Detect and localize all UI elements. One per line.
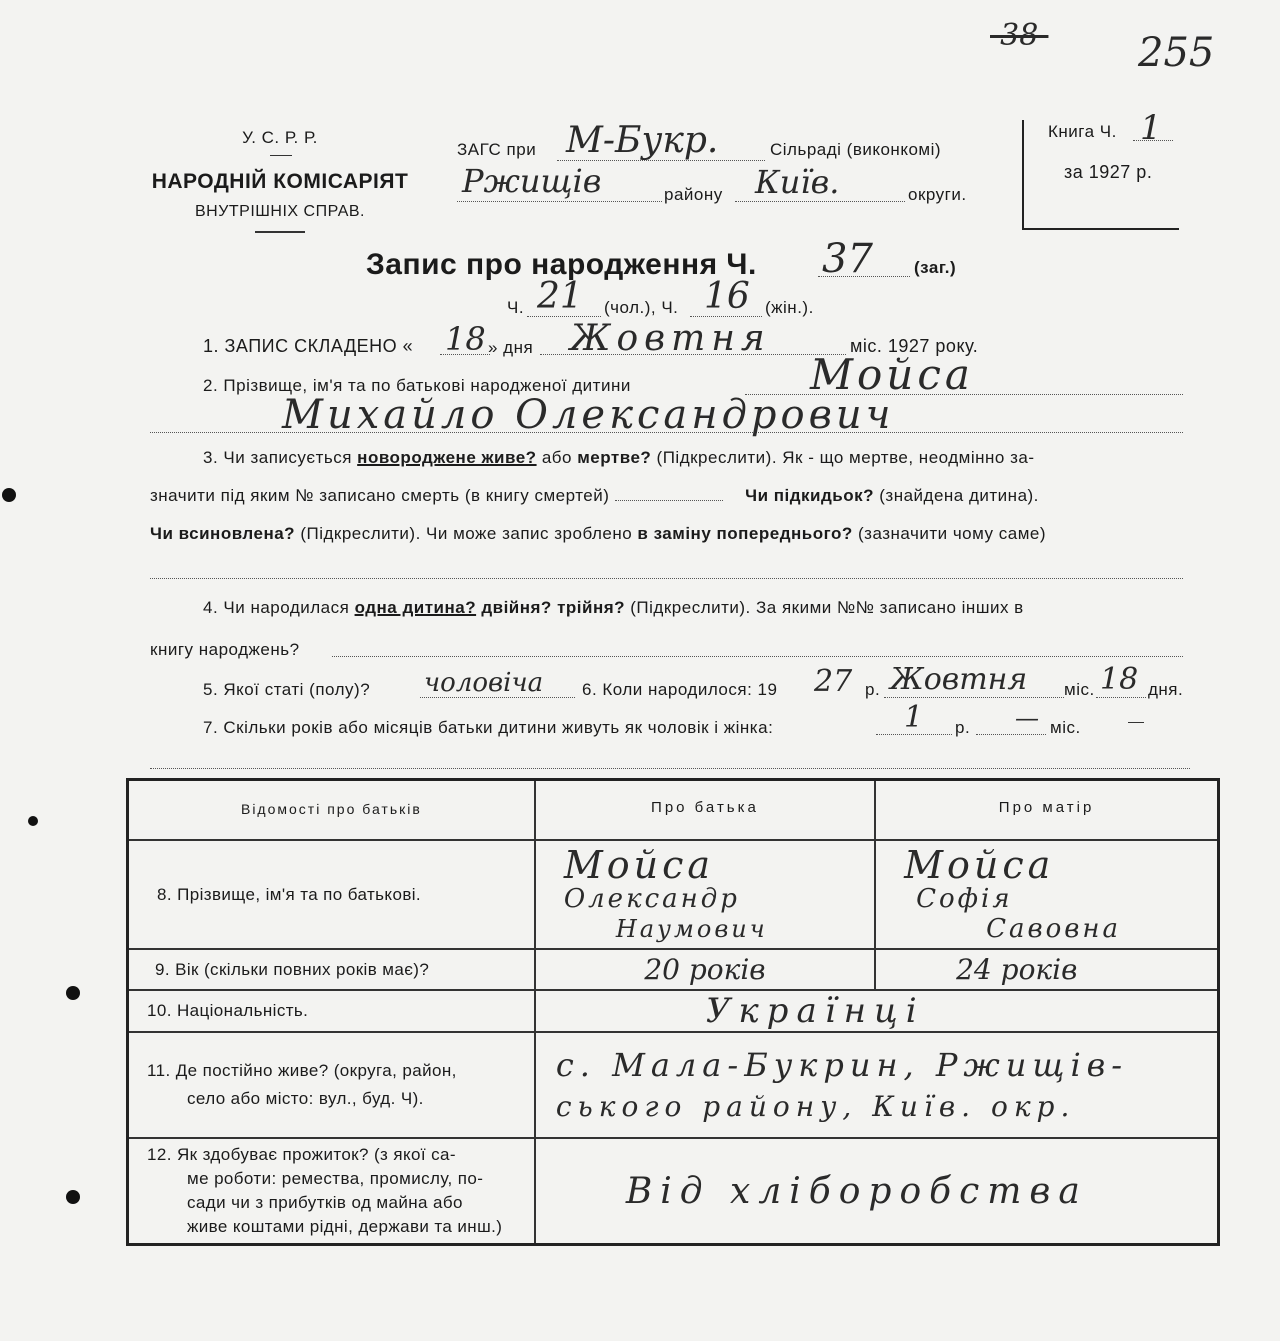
item6-day-line bbox=[1096, 697, 1146, 698]
occupation-value: Від хліборобства bbox=[535, 1138, 1219, 1244]
item4-line2: книгу народжень? bbox=[150, 640, 300, 659]
item6-year-suffix: р. bbox=[865, 680, 881, 699]
table-row bbox=[128, 990, 1219, 1032]
item4-line1 bbox=[203, 598, 1183, 618]
item7-months-suffix: міс. bbox=[1050, 718, 1081, 737]
item7-months-line bbox=[976, 734, 1046, 735]
item3-text: значити під яким № записано смерть (в книгу смертей) bbox=[150, 486, 610, 505]
item4-text: (Підкреслити). За якими №№ записано інших в bbox=[630, 598, 1024, 617]
father-age: 20 років bbox=[535, 949, 875, 989]
item2-label: 2. Прізвище, ім'я та по батькові народженої дитини bbox=[203, 376, 631, 395]
parents-table bbox=[126, 778, 1220, 1246]
item4-triplets-option: трійня? bbox=[557, 598, 626, 617]
item2-surname-value: Мойса bbox=[810, 350, 974, 399]
struck-page-number: -38- bbox=[990, 18, 1049, 53]
header-internal-affairs: ВНУТРІШНІХ СПРАВ. bbox=[194, 203, 365, 220]
nationality-value: Українці bbox=[535, 990, 1219, 1032]
record-total-suffix: (заг.) bbox=[914, 258, 957, 277]
item3-foundling-option: Чи підкидьок? bbox=[745, 486, 875, 505]
item3-line2 bbox=[150, 486, 1183, 506]
page-number: 255 bbox=[1138, 30, 1215, 76]
father-cell bbox=[535, 840, 875, 949]
male-count-prefix: Ч. bbox=[507, 298, 525, 317]
table-row bbox=[128, 949, 1219, 989]
zags-council-label: Сільраді (виконкомі) bbox=[770, 140, 942, 159]
father-name: Олександр bbox=[563, 883, 740, 914]
punch-hole bbox=[2, 488, 16, 502]
item7-dash bbox=[1128, 722, 1144, 723]
item3-dead-option: мертве? bbox=[577, 448, 652, 467]
item3-reason-line bbox=[150, 578, 1183, 579]
punch-hole bbox=[66, 986, 80, 1000]
table-header-cell: Відомості про батьків bbox=[128, 780, 535, 841]
item6-label: 6. Коли народилося: 19 bbox=[582, 680, 778, 699]
item3-text: (Підкреслити). Чи може запис зроблено bbox=[300, 524, 633, 543]
item4-text: 4. Чи народилася bbox=[203, 598, 350, 617]
father-patronymic: Наумович bbox=[615, 914, 768, 943]
item7-label: 7. Скільки років або місяців батьки дитини живуть як чоловік і жінка: bbox=[203, 718, 774, 737]
header-commissariat: НАРОДНІЙ КОМІСАРІЯТ bbox=[151, 170, 409, 193]
row-label: 11. Де постійно живе? (округа, район, село або місто: вул., буд. Ч). bbox=[128, 1032, 535, 1138]
item3-line3 bbox=[150, 524, 1183, 544]
male-count-label: (чол.), Ч. bbox=[604, 298, 679, 317]
item6-month-line bbox=[884, 697, 1064, 698]
mother-surname: Мойса bbox=[904, 842, 1055, 887]
header-ussr: У. С. Р. Р. bbox=[242, 128, 318, 147]
table-header-cell: Про матір bbox=[875, 780, 1218, 841]
table-header-cell: Про батька bbox=[535, 780, 875, 841]
item1-month-value: Жовтня bbox=[570, 318, 771, 359]
zags-okruha-label: округи. bbox=[908, 185, 967, 204]
item3-text: (знайдена дитина). bbox=[879, 486, 1039, 505]
item7-months-value: — bbox=[1015, 704, 1039, 732]
mother-age: 24 років bbox=[875, 949, 1218, 989]
item3-replacement-option: в заміну попереднього? bbox=[637, 524, 853, 543]
table-row bbox=[128, 1138, 1219, 1244]
item3-text: або bbox=[541, 448, 572, 467]
zags-okruha-value: Київ. bbox=[755, 163, 840, 201]
residence-value: с. Мала-Букрин, Ржищів- ського району, Київ. окр. bbox=[535, 1032, 1219, 1138]
zags-village-value: М-Букр. bbox=[566, 120, 719, 161]
item3-text: (Підкреслити). Як - що мертве, неодмінно за- bbox=[656, 448, 1035, 467]
item3-adopted-option: Чи всиновлена? bbox=[150, 524, 296, 543]
item5-sex-label: 5. Якої статі (полу)? bbox=[203, 680, 371, 699]
row-label: 9. Вік (скільки повних років має)? bbox=[128, 949, 535, 989]
item4-twins-option: двійня? bbox=[481, 598, 552, 617]
zags-district-value: Ржищів bbox=[462, 162, 602, 200]
mother-name: Софія bbox=[916, 883, 1013, 914]
item3-text: 3. Чи записується bbox=[203, 448, 352, 467]
item6-day-value: 18 bbox=[1100, 662, 1139, 697]
book-year: за 1927 р. bbox=[1064, 162, 1153, 182]
record-title: Запис про народження Ч. bbox=[366, 248, 757, 281]
item1-mid: » дня bbox=[488, 338, 534, 357]
male-count-value: 21 bbox=[537, 276, 583, 317]
item6-year-value: 27 bbox=[814, 664, 853, 699]
header-divider bbox=[270, 155, 292, 156]
item6-month-value: Жовтня bbox=[890, 662, 1028, 697]
item6-month-suffix: міс. bbox=[1064, 680, 1095, 699]
item7-years-suffix: р. bbox=[955, 718, 971, 737]
father-surname: Мойса bbox=[563, 842, 715, 887]
book-number-value: 1 bbox=[1140, 108, 1162, 148]
female-count-value: 16 bbox=[704, 276, 750, 317]
item4-single-option: одна дитина? bbox=[354, 598, 477, 617]
item3-line1 bbox=[203, 448, 1183, 468]
row-label: 10. Національність. bbox=[128, 990, 535, 1032]
punch-hole bbox=[66, 1190, 80, 1204]
item3-text: (зазначити чому саме) bbox=[857, 524, 1046, 543]
item5-sex-value: чоловіча bbox=[424, 668, 544, 698]
item1-suffix: міс. 1927 року. bbox=[850, 336, 979, 356]
row-label: 12. Як здобуває прожиток? (з якої са- ме роботи: ремества, промислу, по- сади чи з прибутків од майна або живе коштами рідні, держави та инш.) bbox=[128, 1138, 535, 1244]
record-number-value: 37 bbox=[822, 236, 873, 282]
book-label: Книга Ч. bbox=[1048, 122, 1117, 141]
item1-day-value: 18 bbox=[445, 320, 486, 358]
zags-district-line bbox=[457, 201, 662, 202]
item3-alive-option: новороджене живе? bbox=[357, 448, 537, 467]
item7-extra-line bbox=[150, 768, 1190, 769]
row-label: 8. Прізвище, ім'я та по батькові. bbox=[128, 840, 535, 949]
item7-years-value: 1 bbox=[904, 700, 924, 735]
punch-hole bbox=[28, 816, 38, 826]
zags-prefix: ЗАГС при bbox=[457, 140, 537, 159]
item1-prefix: 1. ЗАПИС СКЛАДЕНО « bbox=[203, 336, 414, 356]
zags-okruha-line bbox=[735, 201, 905, 202]
mother-cell bbox=[875, 840, 1218, 949]
table-row bbox=[128, 1032, 1219, 1138]
item2-name-value: Михайло Олександрович bbox=[282, 392, 895, 438]
zags-district-label: району bbox=[664, 185, 723, 204]
mother-patronymic: Савовна bbox=[986, 913, 1122, 944]
female-count-label: (жін.). bbox=[765, 298, 814, 317]
item4-numbers-line bbox=[332, 656, 1183, 657]
item6-day-suffix: дня. bbox=[1148, 680, 1184, 699]
table-header-row bbox=[128, 780, 1219, 841]
table-row bbox=[128, 840, 1219, 949]
item3-death-number-line bbox=[615, 500, 723, 501]
header-divider bbox=[255, 231, 305, 233]
